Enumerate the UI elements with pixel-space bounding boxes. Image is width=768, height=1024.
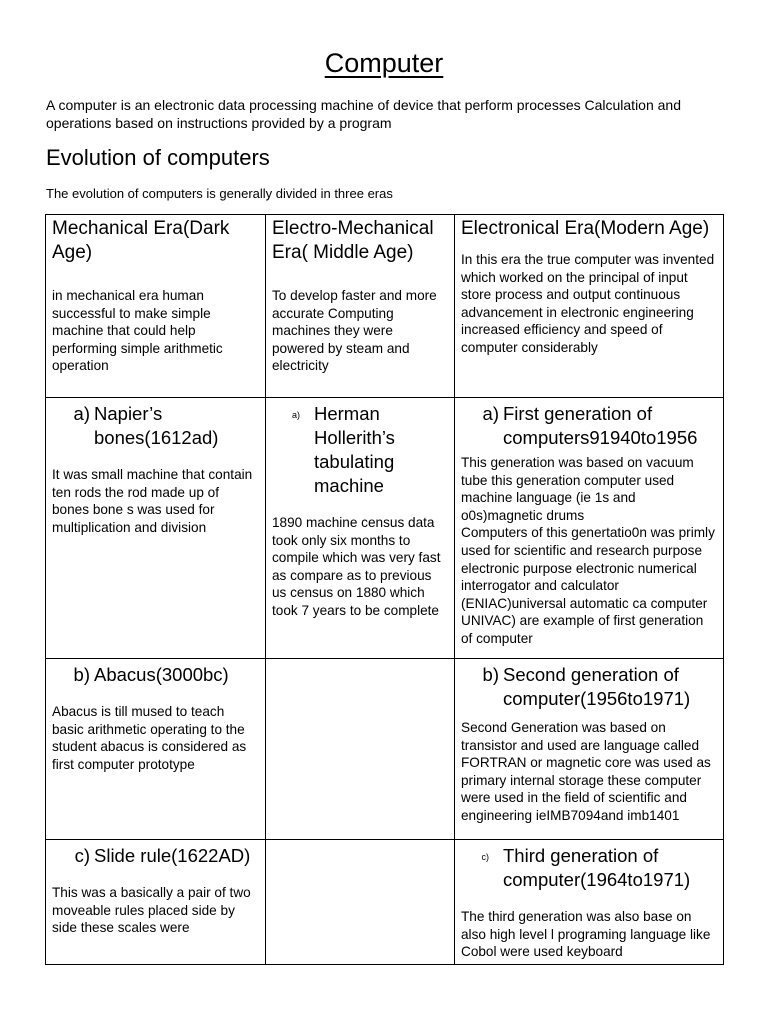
item-marker: c) <box>481 852 489 862</box>
item-title-text: First generation of computers91940to1956 <box>503 403 698 448</box>
table-cell <box>266 215 455 398</box>
era-title: Electronical Era(Modern Age) <box>461 218 710 239</box>
item-description: It was small machine that contain ten rods the rod made up of bones bone s was used for multiplication and division <box>52 467 253 535</box>
item-marker: b) <box>73 664 90 685</box>
section-heading: Evolution of computers <box>46 145 270 170</box>
table-row <box>46 215 724 398</box>
item-title-text: Third generation of computer(1964to1971) <box>503 845 691 890</box>
item-title <box>461 844 717 892</box>
item-description: The third generation was also base on also high level l programing language like Cobol were used keyboard <box>461 909 711 960</box>
item-description: This generation was based on vacuum tube this generation computer used machine language (ie 1s and o0s)magnetic drums <box>461 455 694 523</box>
table-cell <box>266 398 455 659</box>
table-row <box>46 398 724 659</box>
era-description: In this era the true computer was invented which worked on the principal of input store process and output continuous advancement in electronic engineering increased efficiency and speed of computer considerably <box>461 252 715 355</box>
table-cell <box>46 840 266 965</box>
item-marker: a) <box>482 403 499 424</box>
table-cell <box>266 659 455 840</box>
item-marker: a) <box>73 403 90 424</box>
item-marker: a) <box>291 410 300 420</box>
item-description: Second Generation was based on transistor and used are language called FORTRAN or magnetic core was used as primary internal storage these computer were used in the field of scientific and engineering ieIMB7094and imb1401 <box>461 720 711 823</box>
item-marker: c) <box>74 845 90 866</box>
item-title-text: Napier’s bones(1612ad) <box>94 403 219 448</box>
item-description: Abacus is till mused to teach basic arithmetic operating to the student abacus is considered as first computer prototype <box>52 704 247 772</box>
item-title-text: Herman Hollerith’s tabulating machine <box>314 403 395 496</box>
era-title: Electro-Mechanical Era( Middle Age) <box>272 218 434 263</box>
item-title-text: Abacus(3000bc) <box>94 664 229 685</box>
era-description: in mechanical era human successful to make simple machine that could help performing simple arithmetic operation <box>52 288 223 374</box>
item-description: This was a basically a pair of two moveable rules placed side by side these scales were <box>52 885 251 936</box>
table-row <box>46 840 724 965</box>
item-title <box>52 402 259 450</box>
eras-table <box>45 214 724 965</box>
item-marker: b) <box>482 664 499 685</box>
item-title <box>272 402 448 498</box>
table-row <box>46 659 724 840</box>
item-description: 1890 machine census data took only six months to compile which was very fast as compare as to previous us census on 1880 which took 7 years to be complete <box>272 515 441 618</box>
table-cell <box>455 659 724 840</box>
item-title <box>52 663 259 687</box>
item-title <box>461 402 717 450</box>
era-description: To develop faster and more accurate Computing machines they were powered by steam and electricity <box>272 288 437 374</box>
table-cell <box>266 840 455 965</box>
section-subtitle: The evolution of computers is generally divided in three eras <box>46 186 393 201</box>
table-cell <box>455 215 724 398</box>
item-title <box>52 844 259 868</box>
table-cell <box>46 398 266 659</box>
table-cell <box>455 398 724 659</box>
item-description: Computers of this genertatio0n was primly used for scientific and research purpose electronic purpose electronic numerical interrogator and calculator (ENIAC)universal automatic ca computer UNIVAC) are example of first generation of computer <box>461 525 715 646</box>
item-title-text: Second generation of computer(1956to1971) <box>503 664 691 709</box>
table-cell <box>46 215 266 398</box>
table-cell <box>455 840 724 965</box>
table-cell <box>46 659 266 840</box>
intro-paragraph: A computer is an electronic data processing machine of device that perform processes Calculation and operations based on instructions provided by a program <box>46 97 682 131</box>
item-title-text: Slide rule(1622AD) <box>94 845 251 866</box>
item-title <box>461 663 717 711</box>
document-title: Computer <box>324 48 444 78</box>
era-title: Mechanical Era(Dark Age) <box>52 218 230 263</box>
